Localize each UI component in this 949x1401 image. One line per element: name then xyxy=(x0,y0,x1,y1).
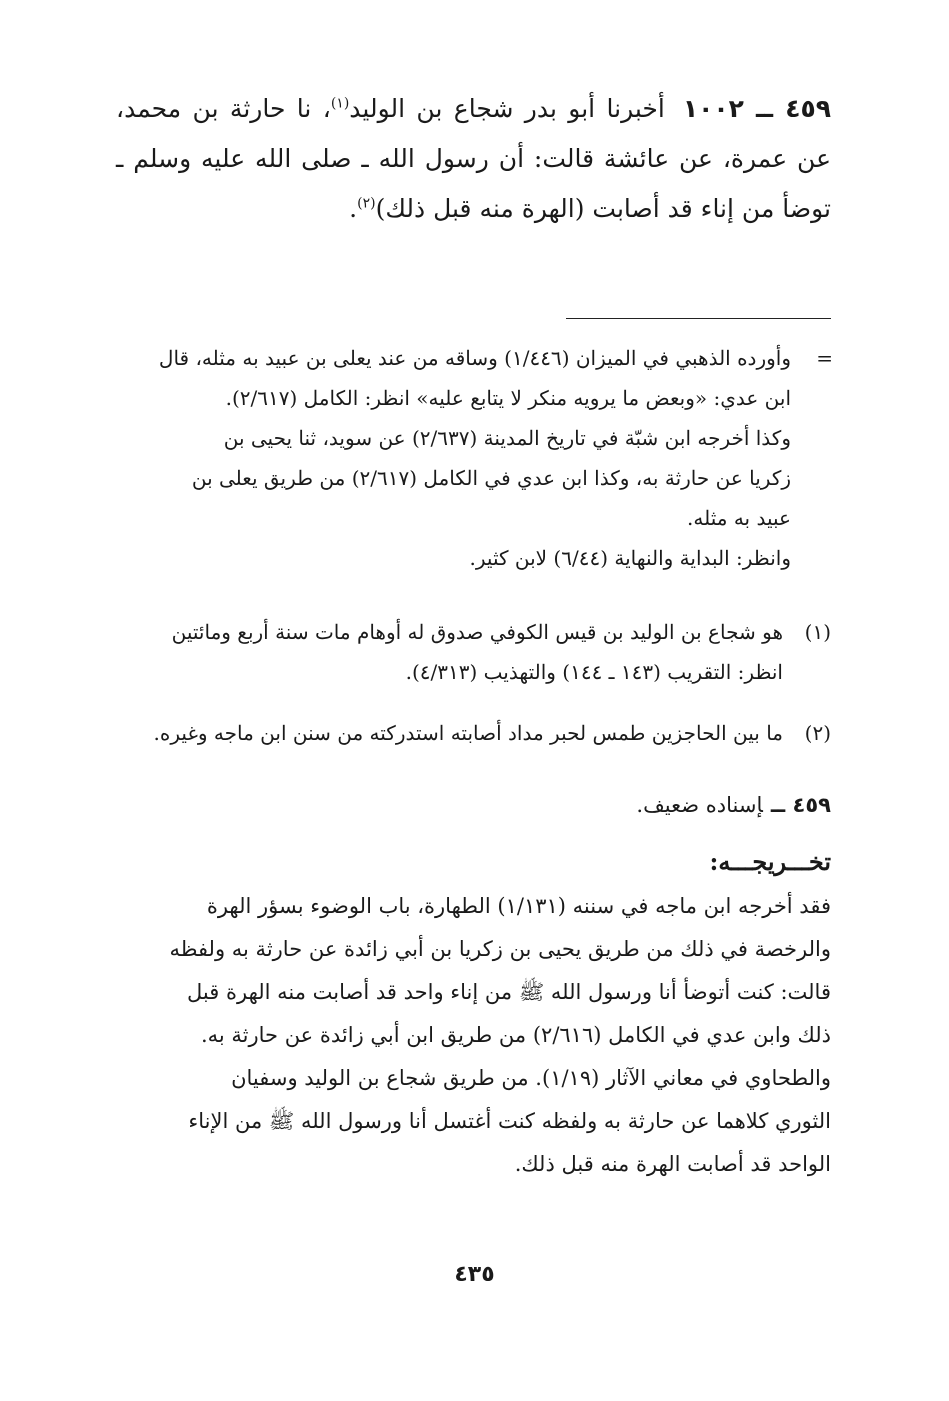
footnote-line: ما بين الحاجزين طمس لحبر مداد أصابته استدركته من سنن ابن ماجه وغيره. xyxy=(153,721,783,745)
hadith-text-part-3: . xyxy=(349,194,358,223)
footnote-line: عبيد به مثله. xyxy=(687,506,791,530)
footnote-line: زكريا عن حارثة به، وكذا ابن عدي في الكامل (٢/٦١٧) من طريق يعلى بن xyxy=(191,466,791,490)
takhrij-heading: تخـــريجـــه: xyxy=(709,847,831,876)
footnote-2 xyxy=(116,713,831,753)
takhrij-line: ذلك وابن عدي في الكامل (٢/٦١٦) من طريق ابن أبي زائدة عن حارثة به. xyxy=(200,1023,831,1047)
takhrij-line: فقد أخرجه ابن ماجه في سننه (١/١٣١) الطهارة، باب الوضوء بسؤر الهرة xyxy=(206,894,831,918)
footnote-ref-1: (١) xyxy=(330,95,350,112)
takhrij-line: الواحد قد أصابت الهرة منه قبل ذلك. xyxy=(514,1152,831,1176)
takhrij-line: والرخصة في ذلك من طريق يحيى بن زكريا بن أبي زائدة عن حارثة به ولفظه xyxy=(169,937,831,961)
page-number: ٤٣٥ xyxy=(454,1262,495,1287)
footnote-line: ابن عدي: «وبعض ما يرويه منكر لا يتابع عليه» انظر: الكامل (٢/٦١٧). xyxy=(225,386,791,410)
footnote-line: وأورده الذهبي في الميزان (١/٤٤٦) وساقه من عند يعلى بن عبيد به مثله، قال xyxy=(158,346,791,370)
footnote-ref-2: (٢) xyxy=(357,195,376,212)
hadith-text-part-2: ، نا حارثة بن محمد، عن عمرة، عن عائشة قالت: أن رسول الله ـ صلى الله عليه وسلم ـ توضأ من إناء قد أصابت (الهرة منه قبل ذلك) xyxy=(116,94,831,223)
footnote-1 xyxy=(116,612,831,692)
footnote-line: انظر: التقريب (١٤٣ ـ ١٤٤) والتهذيب (٤/٣١٣). xyxy=(405,660,783,684)
footnote-1-marker: (١) xyxy=(804,620,831,644)
footnote-separator xyxy=(566,318,831,319)
takhrij-line: قالت: كنت أتوضأ أنا ورسول الله ﷺ من إناء واحد قد أصابت منه الهرة قبل xyxy=(187,980,831,1004)
hadith-text-part-1: أخبرنا أبو بدر شجاع بن الوليد xyxy=(349,94,665,123)
grading-number: ٤٥٩ ــ xyxy=(770,793,831,817)
isnad-grading xyxy=(116,785,831,825)
grading-text: إسناده ضعيف. xyxy=(636,793,763,817)
hadith-number: ٤٥٩ ــ ١٠٠٢ xyxy=(682,94,831,123)
footnote-line: وانظر: البداية والنهاية (٦/٤٤) لابن كثير. xyxy=(469,546,791,570)
footnote-line: وكذا أخرجه ابن شبّة في تاريخ المدينة (٢/٦٣٧) عن سويد، ثنا يحيى بن xyxy=(223,426,791,450)
footnote-continuation xyxy=(116,338,831,578)
footnote-line: هو شجاع بن الوليد بن قيس الكوفي صدوق له أوهام مات سنة أربع ومائتين xyxy=(171,620,783,644)
takhrij-body xyxy=(116,885,831,1186)
takhrij-line: والطحاوي في معاني الآثار (١/١٩). من طريق شجاع بن الوليد وسفيان xyxy=(231,1066,831,1090)
hadith-text xyxy=(116,84,831,234)
continuation-marker: = xyxy=(816,346,833,370)
takhrij-line: الثوري كلاهما عن حارثة به ولفظه كنت أغتسل أنا ورسول الله ﷺ من الإناء xyxy=(188,1109,831,1133)
footnote-2-marker: (٢) xyxy=(804,721,831,745)
